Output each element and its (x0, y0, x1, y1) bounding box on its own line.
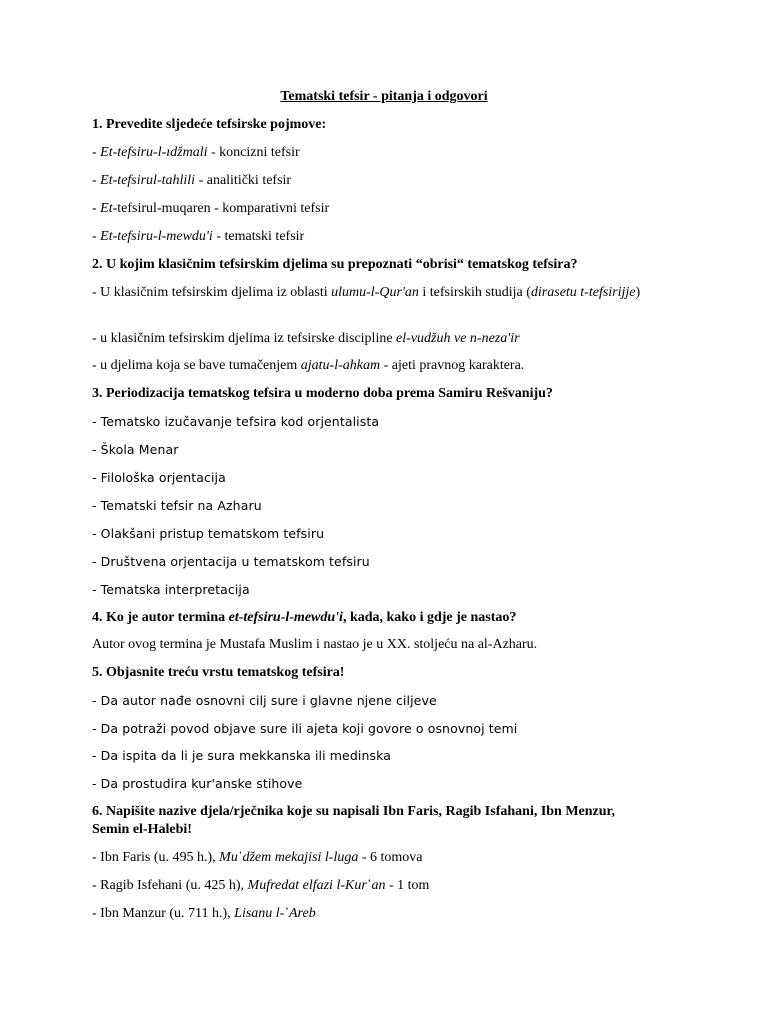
q3-list-item: - Tematski tefsir na Azharu (92, 498, 262, 513)
question-2-heading: 2. U kojim klasičnim tefsirskim djelima su prepoznati “obrisi“ tematskog tefsira? (92, 257, 578, 272)
question-4-heading: 4. Ko je autor termina et-tefsiru-l-mewdu'i, kada, kako i gdje je nastao? (92, 610, 517, 625)
q3-list-item: - Olakšani pristup tematskom tefsiru (92, 526, 325, 541)
question-1-heading: 1. Prevedite sljedeće tefsirske pojmove: (92, 117, 327, 132)
term: Et-tefsiru-l-ıdžmali (100, 145, 208, 160)
q2-answer-3: - u djelima koja se bave tumačenjem ajatu-l-ahkam - ajeti pravnog karaktera. (92, 358, 525, 373)
q3-list-item: - Tematsko izučavanje tefsira kod orjentalista (92, 414, 380, 429)
q3-list-item: - Filološka orjentacija (92, 470, 226, 485)
q4-answer: Autor ovog termina je Mustafa Muslim i nastao je u XX. stoljeću na al-Azharu. (92, 637, 538, 652)
term: Et-tefsirul-tahlili (100, 173, 196, 188)
term: Et (100, 201, 113, 216)
q2-answer-2: - u klasičnim tefsirskim djelima iz tefsirske discipline el-vudžuh ve n-neza'ir (92, 331, 520, 346)
q3-list-item: - Škola Menar (92, 442, 179, 457)
q5-list-item: - Da ispita da li je sura mekkanska ili medinska (92, 748, 391, 763)
question-6-heading-line-2: Semin el-Halebi! (92, 822, 192, 837)
document-title: Tematski tefsir - pitanja i odgovori (280, 89, 488, 104)
question-5-heading: 5. Objasnite treću vrstu tematskog tefsira! (92, 665, 345, 680)
q1-answer-1: - Et-tefsiru-l-ıdžmali - koncizni tefsir (92, 145, 300, 160)
q1-answer-3: - Et-tefsirul-muqaren - komparativni tefsir (92, 201, 330, 216)
q5-list-item: - Da prostudira kur'anske stihove (92, 776, 303, 791)
q1-answer-4: - Et-tefsiru-l-mewdu'i - tematski tefsir (92, 229, 305, 244)
question-3-heading: 3. Periodizacija tematskog tefsira u moderno doba prema Samiru Rešvaniju? (92, 386, 553, 401)
q5-list-item: - Da autor nađe osnovni cilj sure i glavne njene ciljeve (92, 693, 437, 708)
q6-answer-1: - Ibn Faris (u. 495 h.), Mu῾džem mekajisi l-luga - 6 tomova (92, 850, 423, 865)
q1-answer-2: - Et-tefsirul-tahlili - analitički tefsir (92, 173, 292, 188)
q6-answer-2: - Ragib Isfehani (u. 425 h), Mufredat elfazi l-Kur῾an - 1 tom (92, 878, 430, 893)
q2-answer-1: - U klasičnim tefsirskim djelima iz oblasti ulumu-l-Qur'an i tefsirskih studija (dirasetu t-tefsirijje) (92, 285, 641, 300)
term: Et-tefsiru-l-mewdu'i (100, 229, 213, 244)
question-6-heading-line-1: 6. Napišite nazive djela/rječnika koje su napisali Ibn Faris, Ragib Isfahani, Ibn Menzur, (92, 804, 615, 819)
q5-list-item: - Da potraži povod objave sure ili ajeta koji govore o osnovnoj temi (92, 721, 518, 736)
q3-list-item: - Društvena orjentacija u tematskom tefsiru (92, 554, 370, 569)
q3-list-item: - Tematska interpretacija (92, 582, 250, 597)
q6-answer-3: - Ibn Manzur (u. 711 h.), Lisanu l-῾Areb (92, 906, 316, 921)
